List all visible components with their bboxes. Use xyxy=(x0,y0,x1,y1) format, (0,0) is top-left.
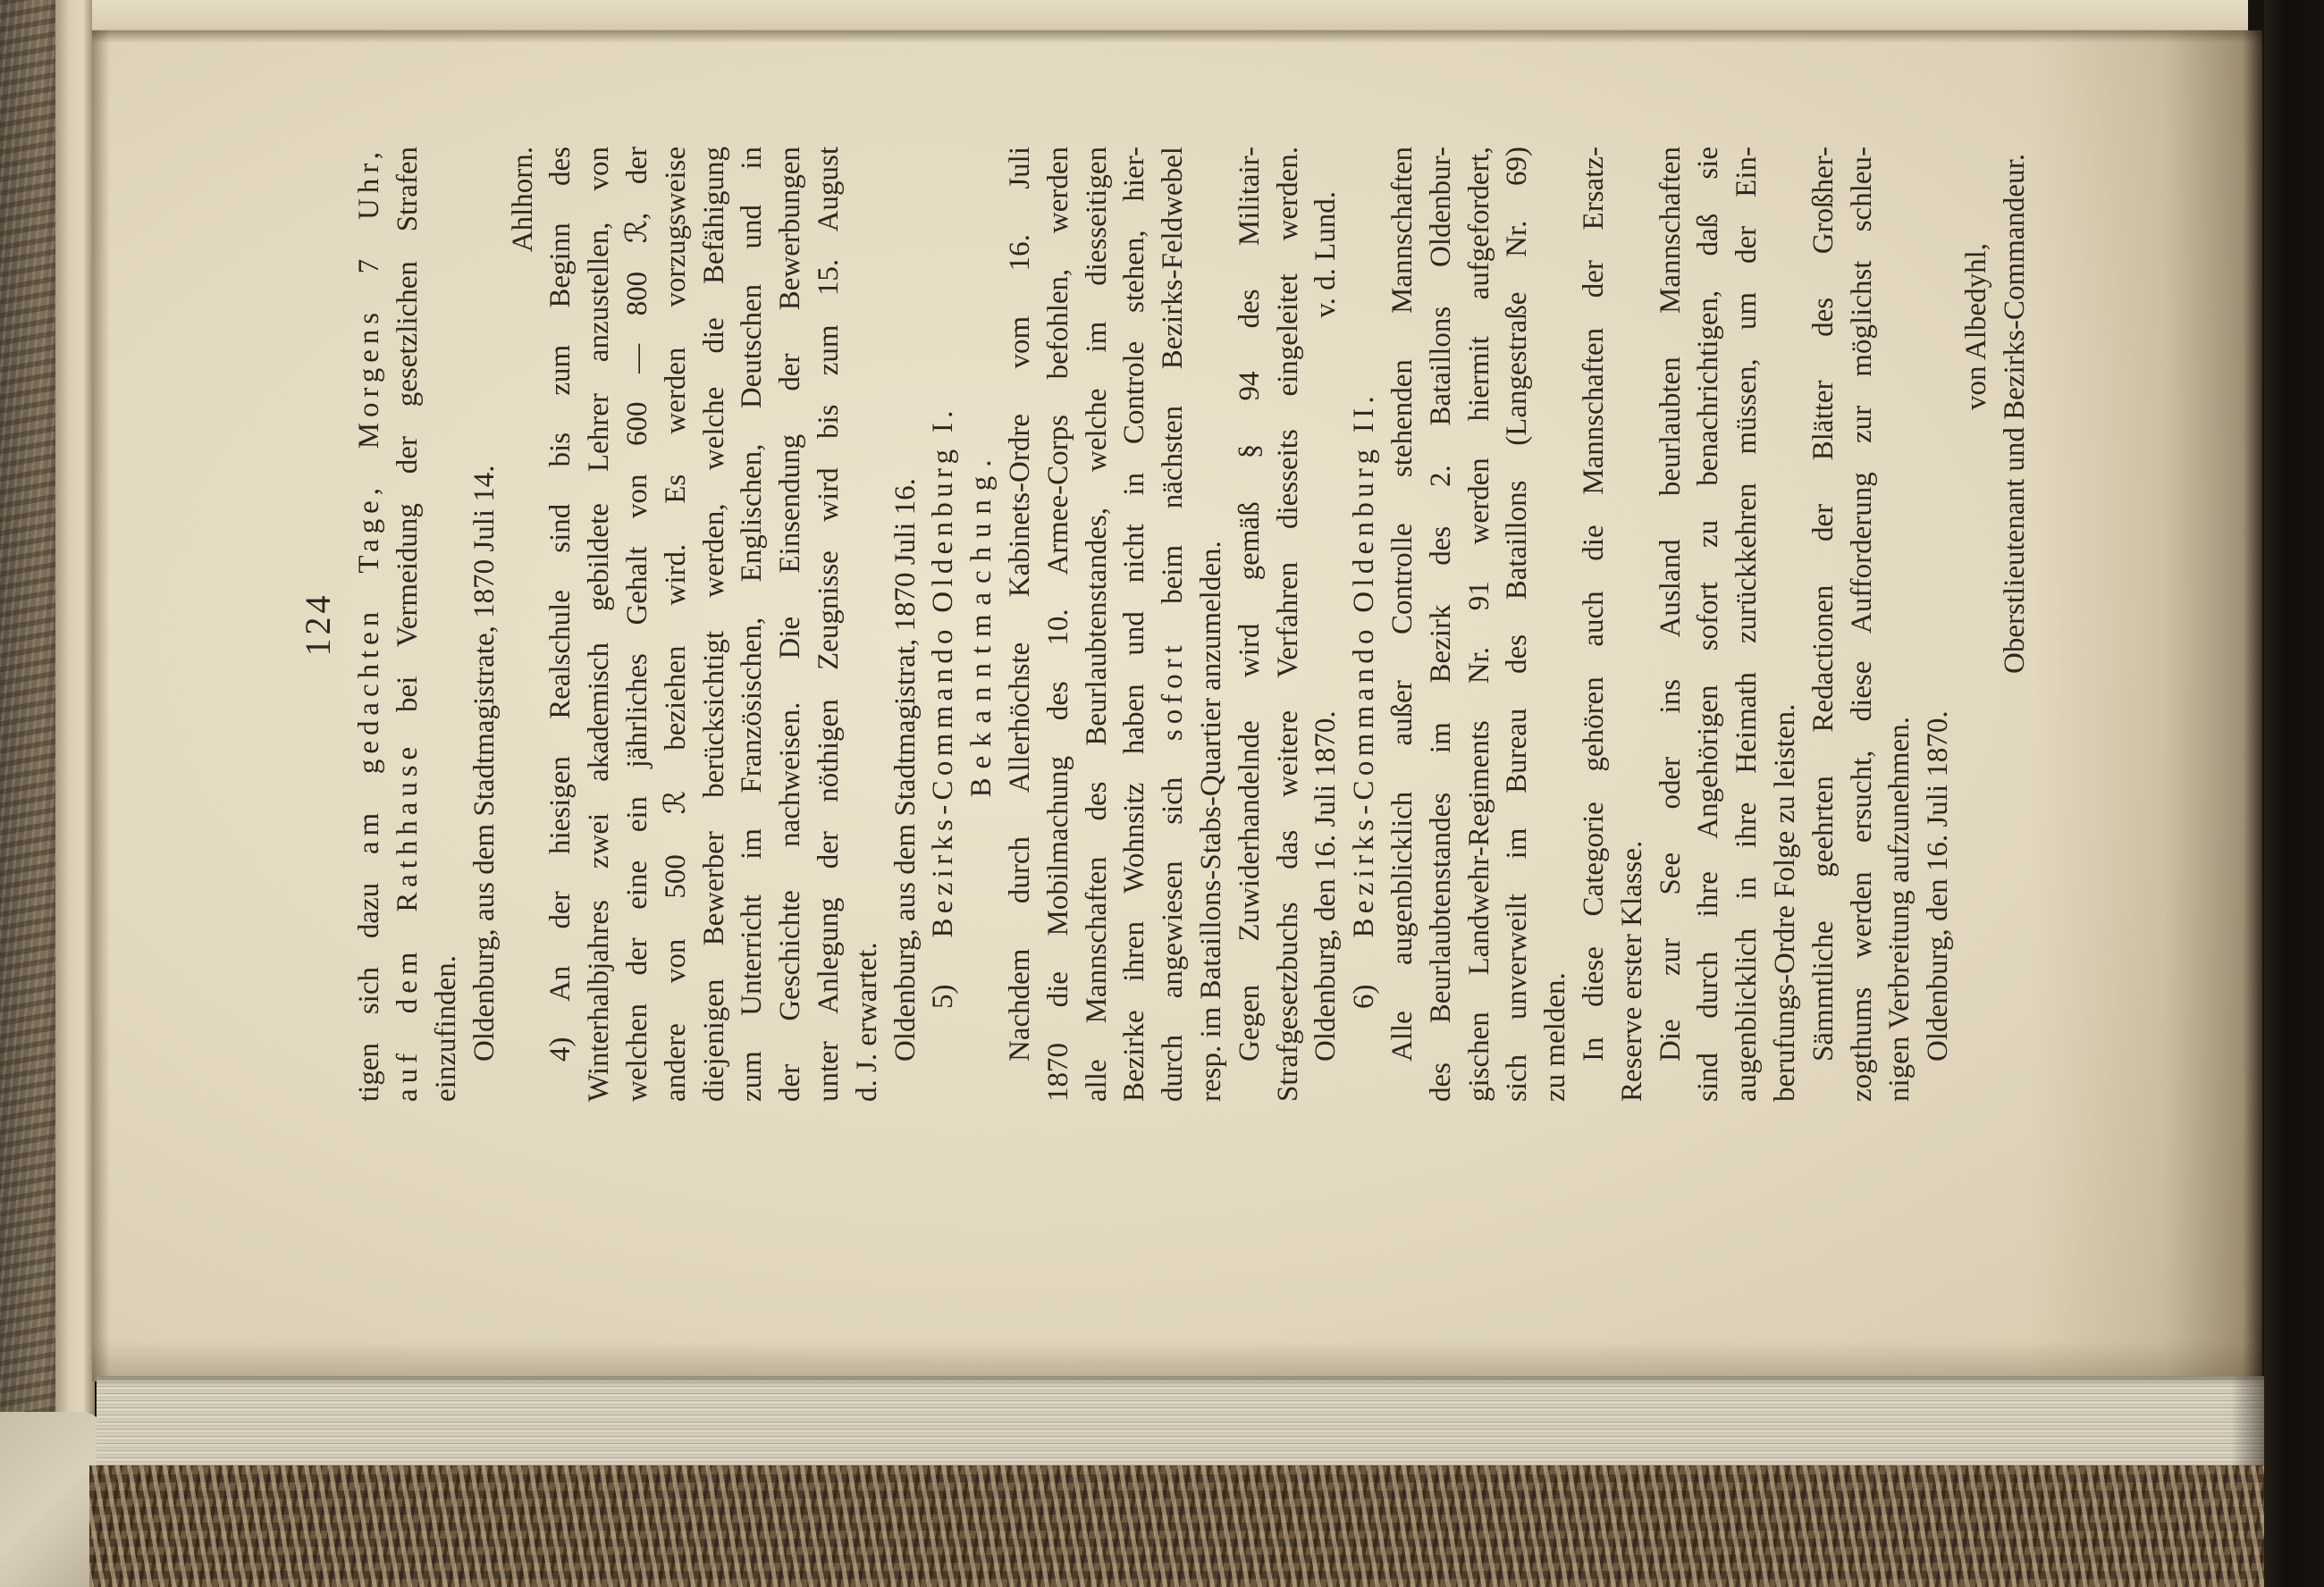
text-line: zogthums werden ersucht, diese Aufforderung zur möglichst schleu- xyxy=(1845,147,1878,1102)
heading-text: Bezirks-Commando Oldenburg I. xyxy=(927,406,960,938)
text-line: 4) An der hiesigen Realschule sind bis zum Beginn des xyxy=(544,147,577,1062)
text-line: nigen Verbreitung aufzunehmen. xyxy=(1883,717,1916,1102)
text-line: Die zur See oder ins Ausland beurlaubten Mannschaften xyxy=(1654,147,1687,1062)
text-segment: bei Vermeidung der gesetzlichen Strafen xyxy=(392,147,425,742)
spaced-text: auf dem Rathhause xyxy=(392,741,425,1102)
signature-name: von Albedyhl, xyxy=(1959,243,1992,410)
marbled-book-cover xyxy=(89,1465,2268,1587)
text-line: augenblicklich in ihre Heimath zurückkehren müssen, um der Ein- xyxy=(1730,147,1764,1102)
text-line: Alle augenblicklich außer Controlle stehenden Mannschaften xyxy=(1386,147,1419,1062)
notice-heading xyxy=(1345,147,1384,1102)
text-line: sich unverweilt im Bureau des Bataillons (Langestraße Nr. 69) xyxy=(1501,147,1534,1102)
text-line: Winterhalbjahres zwei akademisch gebildete Lehrer anzustellen, von xyxy=(583,147,616,1102)
text-line: berufungs-Ordre Folge zu leisten. xyxy=(1768,703,1801,1102)
signature: v. d. Lund. xyxy=(1309,191,1343,318)
text-line xyxy=(350,147,389,1102)
dark-background xyxy=(2264,0,2324,1587)
text-line: resp. im Bataillons-Stabs-Quartier anzumelden. xyxy=(1195,541,1228,1102)
text-line xyxy=(389,147,427,1102)
text-line xyxy=(1154,147,1192,1102)
text-line: andere von 500 ℛ beziehen wird. Es werden vorzugsweise xyxy=(659,147,692,1102)
text-line: Reserve erster Klasse. xyxy=(1615,840,1648,1102)
notice-heading xyxy=(924,147,963,1102)
book-page xyxy=(92,30,2262,1381)
spaced-text: am gedachten Tage, Morgens 7 Uhr, xyxy=(353,147,386,855)
notice-4-realschule xyxy=(542,147,924,1102)
heading-text: Bezirks-Commando Oldenburg II. xyxy=(1348,391,1381,938)
text-line: welchen der eine ein jährliches Gehalt von 600 — 800 ℛ, der xyxy=(621,147,654,1102)
notice-subheading: Bekanntmachung. xyxy=(965,450,998,798)
text-segment: durch angewiesen sich xyxy=(1157,741,1190,1102)
page-number: 124 xyxy=(298,592,338,657)
text-line: diejenigen Bewerber berücksichtigt werden, welche die Befähigung xyxy=(697,147,730,1102)
dateline: Oldenburg, aus dem Stadtmagistrate, 1870 Juli 14. xyxy=(467,465,501,1062)
notice-number: 6) xyxy=(1348,984,1381,1009)
notice-5-bezirks-commando-oldenburg-i xyxy=(924,147,1345,1102)
book-cover-left xyxy=(0,0,61,1587)
text-line: 1870 die Mobilmachung des 10. Armee-Corps befohlen, werden xyxy=(1041,147,1074,1102)
dateline: Oldenburg, den 16. Juli 1870. xyxy=(1922,710,1955,1062)
text-line: Strafgesetzbuchs das weitere Verfahren diesseits eingeleitet werden. xyxy=(1271,147,1304,1102)
text-line: des Beurlaubtenstandes im Bezirk des 2. Bataillons Oldenbur- xyxy=(1424,147,1457,1102)
text-line: sind durch ihre Angehörigen sofort zu benachrichtigen, daß sie xyxy=(1692,147,1725,1102)
dateline: Oldenburg, aus dem Stadtmagistrat, 1870 Juli 16. xyxy=(888,478,922,1062)
text-line: unter Anlegung der nöthigen Zeugnisse wird bis zum 15. August xyxy=(813,147,846,1102)
text-segment: beim nächsten Bezirks-Feldwebel xyxy=(1157,147,1190,641)
text-line: In diese Categorie gehören auch die Mannschaften der Ersatz- xyxy=(1577,147,1610,1062)
signature: Ahlhorn. xyxy=(506,147,539,253)
text-line: zum Unterricht im Französischen, Englischen, Deutschen und in xyxy=(736,147,769,1102)
text-line: Sämmtliche geehrten Redactionen der Blätter des Großher- xyxy=(1806,147,1840,1062)
signature-title: Oberstlieutenant und Bezirks-Commandeur. xyxy=(1998,154,2031,674)
text-line: zu melden. xyxy=(1539,972,1572,1102)
text-line: einzufinden. xyxy=(430,954,463,1102)
text-line: d. J. erwartet. xyxy=(850,942,883,1102)
notice-continuation xyxy=(350,147,542,1102)
spaced-text: sofort xyxy=(1157,640,1190,742)
dateline-with-signature xyxy=(1307,147,1345,1102)
text-line: gischen Landwehr-Regiments Nr. 91 werden hiermit aufgefordert, xyxy=(1462,147,1495,1102)
page-block-edges xyxy=(97,1376,2267,1467)
notice-number: 5) xyxy=(927,984,960,1009)
text-line: der Geschichte nachweisen. Die Einsendung der Bewerbungen xyxy=(774,147,807,1102)
text-line: Nachdem durch Allerhöchste Kabinets-Ordre vom 16. Juli xyxy=(1004,147,1037,1062)
notice-6-bezirks-commando-oldenburg-ii xyxy=(1345,147,2034,1102)
text-line: Bezirke ihren Wohnsitz haben und nicht in Controle stehen, hier- xyxy=(1118,147,1151,1102)
text-line: Gegen Zuwiderhandelnde wird gemäß § 94 des Militair- xyxy=(1233,147,1266,1062)
book-board-edge xyxy=(55,0,95,1474)
page-text-rotated xyxy=(299,147,2034,1102)
text-segment: tigen sich dazu xyxy=(353,854,386,1102)
text-line: alle Mannschaften des Beurlaubtenstandes, welche im diesseitigen xyxy=(1080,147,1113,1102)
dateline: Oldenburg, den 16. Juli 1870. xyxy=(1309,710,1343,1062)
